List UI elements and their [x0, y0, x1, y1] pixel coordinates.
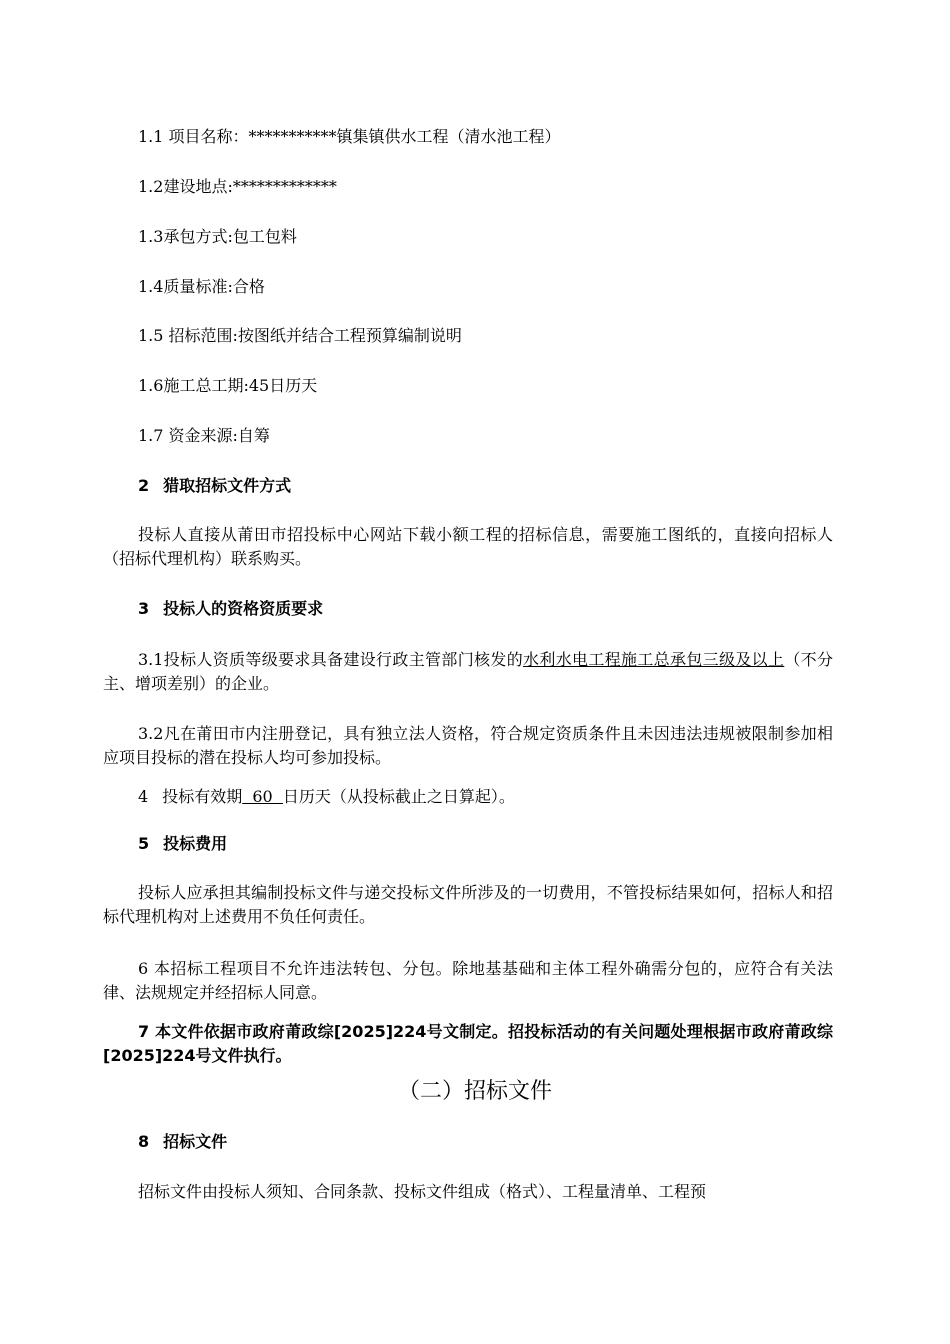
section-4-line	[138, 787, 515, 807]
item-construction-period: 1.6施工总工期:45日历天	[138, 376, 318, 395]
section-5-body: 投标人应承担其编制投标文件与递交投标文件所涉及的一切费用，不管投标结果如何，招标人和招标代理机构对上述费用不负任何责任。	[103, 883, 833, 926]
section-8-heading	[138, 1132, 227, 1152]
section-5-number: 5	[138, 834, 150, 853]
item-quality-standard: 1.4质量标准:合格	[138, 277, 265, 296]
item-tender-scope: 1.5 招标范围:按图纸并结合工程预算编制说明	[138, 326, 462, 345]
section-4-number: 4	[138, 787, 149, 806]
item-construction-site: 1.2建设地点:*************	[138, 177, 337, 196]
section-3-2-body: 3.2凡在莆田市内注册登记，具有独立法人资格，符合规定资质条件且未因违法违规被限制参加相应项目投标的潜在投标人均可参加投标。	[103, 724, 833, 767]
bid-validity-days: 60	[242, 787, 283, 806]
section-2-heading	[138, 476, 291, 496]
section-3-number: 3	[138, 599, 150, 618]
section-2-body: 投标人直接从莆田市招投标中心网站下载小额工程的招标信息，需要施工图纸的，直接向招标人（招标代理机构）联系购买。	[103, 525, 833, 568]
section-2-title: 猎取招标文件方式	[163, 476, 292, 495]
section-3-1-post: （不分主、增项差别）的企业。	[103, 650, 833, 693]
item-project-name: 1.1 项目名称：***********镇集镇供水工程（清水池工程）	[138, 127, 561, 146]
part-2-title: （二）招标文件	[397, 1079, 552, 1104]
section-3-1-body	[103, 648, 833, 696]
section-6-body: 6 本招标工程项目不允许违法转包、分包。除地基基础和主体工程外确需分包的，应符合有关法律、法规规定并经招标人同意。	[103, 959, 833, 1002]
item-fund-source: 1.7 资金来源:自筹	[138, 426, 270, 445]
section-5-heading	[138, 834, 227, 854]
section-7-body: 7 本文件依据市政府莆政综[2025]224号文制定。招投标活动的有关问题处理根据市政府莆政综[2025]224号文件执行。	[103, 1022, 833, 1065]
section-2-number: 2	[138, 476, 150, 495]
section-3-1-pre: 3.1投标人资质等级要求具备建设行政主管部门核发的	[138, 650, 524, 669]
section-8-body: 招标文件由投标人须知、合同条款、投标文件组成（格式）、工程量清单、工程预	[138, 1182, 707, 1201]
section-4-pre: 投标有效期	[162, 787, 243, 806]
section-8-number: 8	[138, 1132, 150, 1151]
qualification-requirement: 水利水电工程施工总承包三级及以上	[523, 650, 785, 669]
section-4-post: 日历天（从投标截止之日算起）。	[282, 787, 515, 806]
section-5-title: 投标费用	[163, 834, 228, 853]
item-contract-mode: 1.3承包方式:包工包料	[138, 227, 297, 246]
section-3-title: 投标人的资格资质要求	[163, 599, 324, 618]
section-8-title: 招标文件	[163, 1132, 228, 1151]
section-3-heading	[138, 599, 323, 619]
